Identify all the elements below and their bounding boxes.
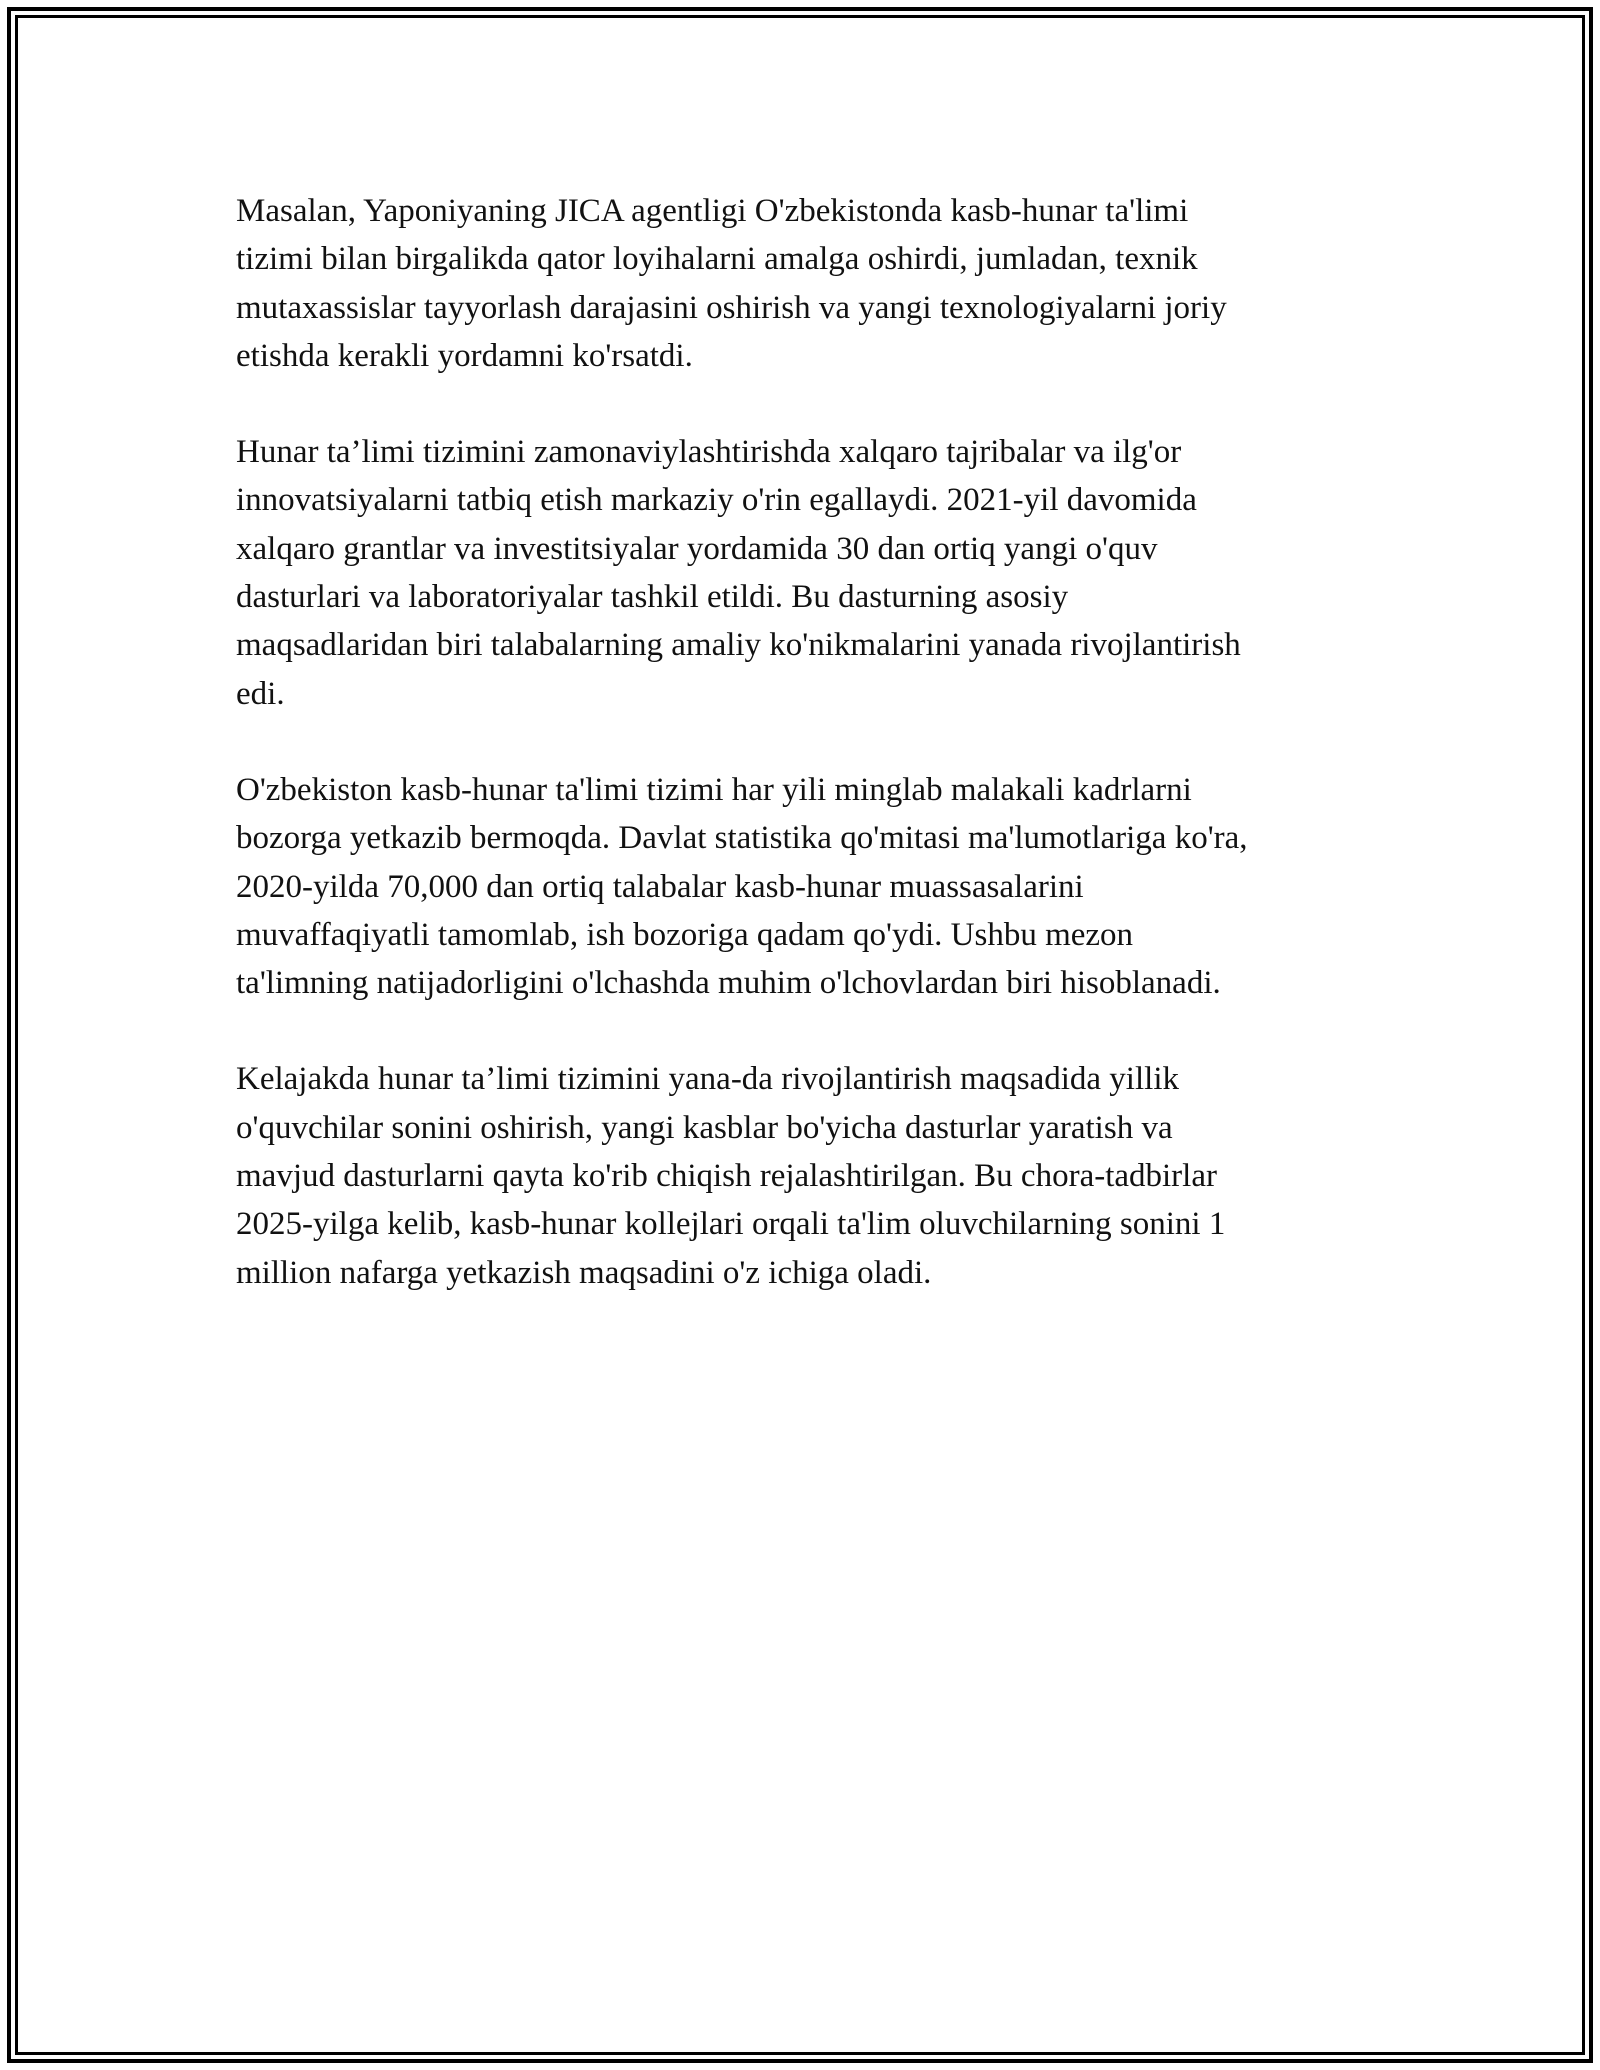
document-body: [236, 187, 1386, 1345]
paragraph-future-plans: Kelajakda hunar ta’limi tizimini yana-da rivojlantirish maqsadida yillik o'quvchilar sonini oshirish, yangi kasblar bo'yicha dasturlar yaratish va mavjud dasturlarni qayta ko'rib chiqish rejalashtirilgan. Bu chora-tadbirlar 2025-yilga kelib, kasb-hunar kollejlari orqali ta'lim oluvchilarning sonini 1 million nafarga yetkazish maqsadini o'z ichiga oladi.: [236, 1061, 1226, 1291]
paragraph-modernization: Hunar ta’limi tizimini zamonaviylashtirishda xalqaro tajribalar va ilg'or innovatsiyalarni tatbiq etish markaziy o'rin egallaydi. 2021-yil davomida xalqaro grantlar va investitsiyalar yordamida 30 dan ortiq yangi o'quv dasturlari va laboratoriyalar tashkil etildi. Bu dasturning asosiy maqsadlaridan biri talabalarning amaliy ko'nikmalarini yanada rivojlantirish edi.: [236, 434, 1241, 712]
paragraph-jica: Masalan, Yaponiyaning JICA agentligi O'zbekistonda kasb-hunar ta'limi tizimi bilan birgalikda qator loyihalarni amalga oshirdi, jumladan, texnik mutaxassislar tayyorlash darajasini oshirish va yangi texnologiyalarni joriy etishda kerakli yordamni ko'rsatdi.: [236, 193, 1227, 374]
paragraph-statistics: O'zbekiston kasb-hunar ta'limi tizimi har yili minglab malakali kadrlarni bozorga yetkazib bermoqda. Davlat statistika qo'mitasi ma'lumotlariga ko'ra, 2020-yilda 70,000 dan ortiq talabalar kasb-hunar muassasalarini muvaffaqiyatli tamomlab, ish bozoriga qadam qo'ydi. Ushbu mezon ta'limning natijadorligini o'lchashda muhim o'lchovlardan biri hisoblanadi.: [236, 771, 1248, 1002]
